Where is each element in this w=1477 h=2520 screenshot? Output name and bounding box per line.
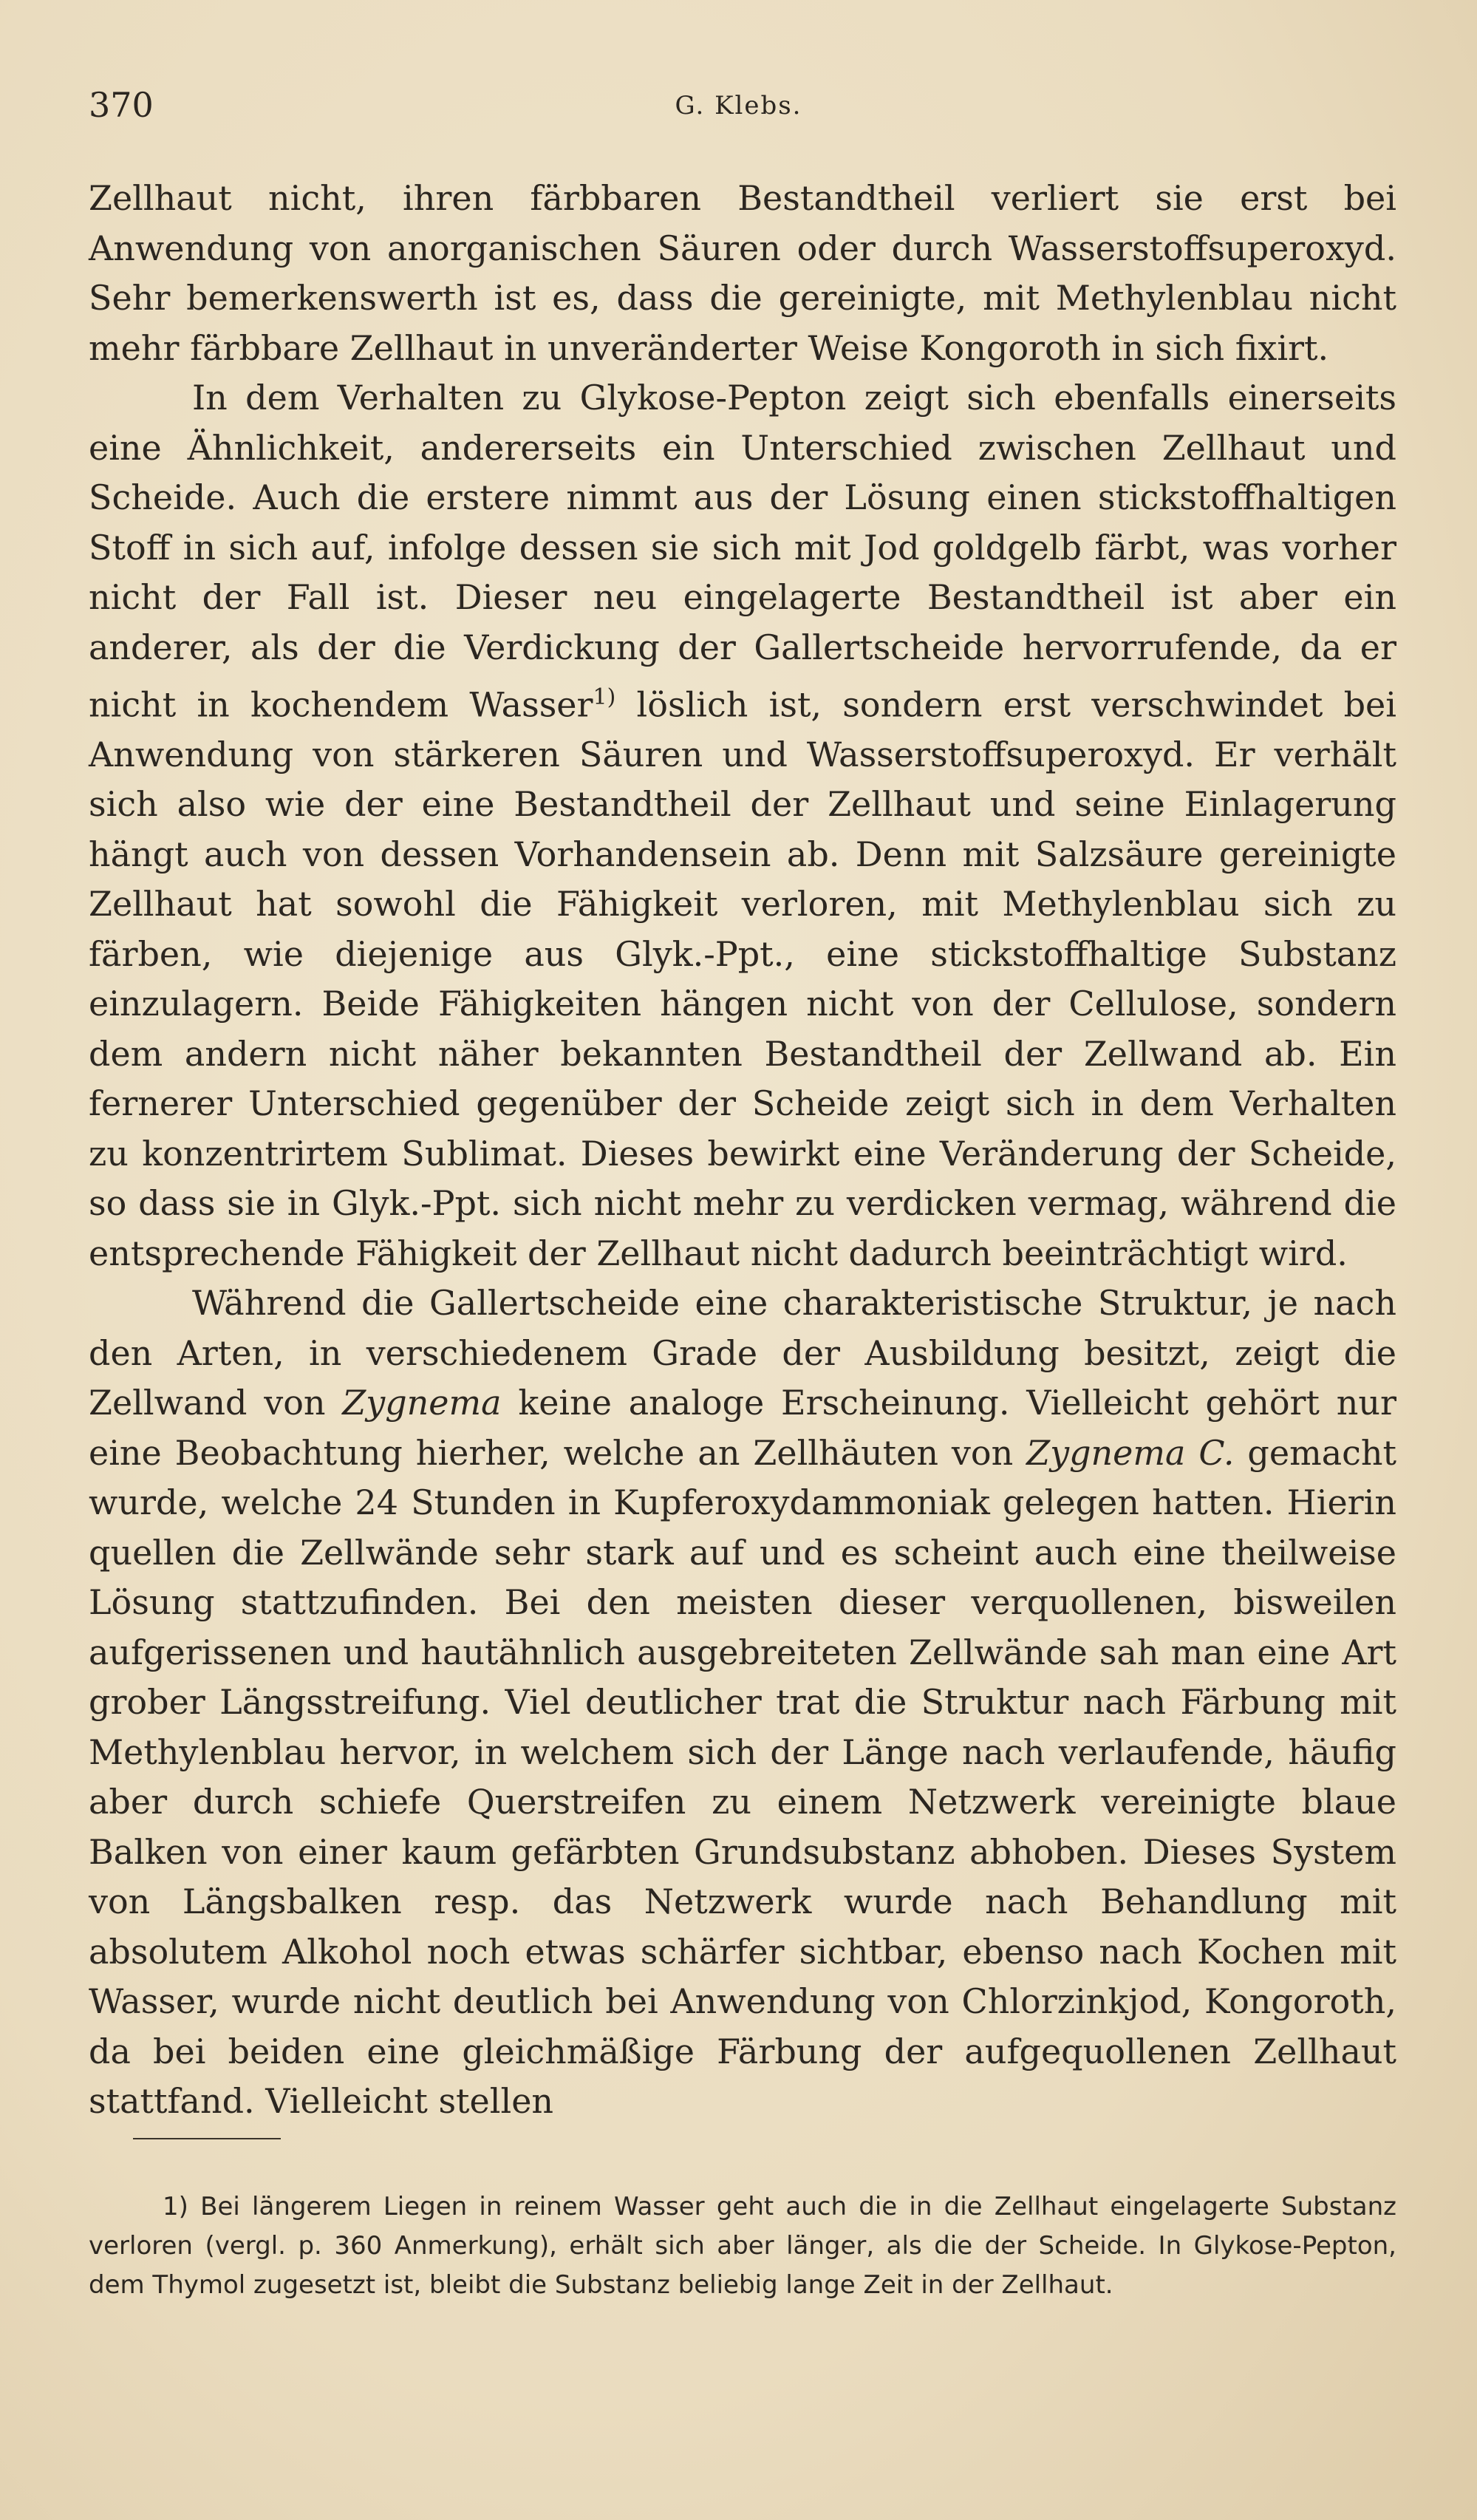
paragraph-2-text-b: löslich ist, sondern erst verschwindet bei Anwendung von stärkeren Säuren und Wasserstoffsuperoxyd. Er verhält sich also wie der eine Bestandtheil der Zellhaut und seine Einlagerung hängt auch von dessen Vorhandensein ab. Denn mit Salzsäure gereinigte Zellhaut hat sowohl die Fähigkeit verloren, mit Methylenblau sich zu färben, wie diejenige aus Glyk.-Ppt., eine stickstoffhaltige Substanz einzulagern. Beide Fähigkeiten hängen nicht von der Cellulose, sondern dem andern nicht näher bekannten Bestandtheil der Zellwand ab. Ein fernerer Unterschied gegenüber der Scheide zeigt sich in dem Verhalten zu konzentrirtem Sublimat. Dieses bewirkt eine Veränderung der Scheide, so dass sie in Glyk.-Ppt. sich nicht mehr zu verdicken vermag, während die entsprechende Fähigkeit der Zellhaut nicht dadurch beeinträchtigt wird.	[89, 684, 1396, 1273]
taxon-name-zygnema: Zygnema	[342, 1383, 502, 1423]
footnote-reference[interactable]: 1)	[593, 684, 616, 710]
footnote-divider	[133, 2138, 281, 2139]
running-head: G. Klebs.	[675, 91, 802, 120]
taxon-name-zygnema-c: Zygnema C.	[1026, 1432, 1235, 1473]
paragraph-1	[89, 174, 1396, 373]
footnote	[89, 2187, 1396, 2305]
footnote-text: Bei längerem Liegen in reinem Wasser geht auch die in die Zellhaut eingelagerte Substanz verloren (vergl. p. 360 Anmerkung), erhält sich aber länger, als die der Scheide. In Glykose-Pepton, dem Thymol zugesetzt ist, bleibt die Substanz beliebig lange Zeit in der Zellhaut.	[89, 2192, 1396, 2300]
paragraph-3-text-c: gemacht wurde, welche 24 Stunden in Kupferoxydammoniak gelegen hatten. Hierin quellen die Zellwände sehr stark auf und es scheint auch eine theilweise Lösung stattzufinden. Bei den meisten dieser verquollenen, bisweilen aufgerissenen und hautähnlich ausgebreiteten Zellwände sah man eine Art grober Längsstreifung. Viel deutlicher trat die Struktur nach Färbung mit Methylenblau hervor, in welchem sich der Länge nach verlaufende, häufig aber durch schiefe Querstreifen zu einem Netzwerk vereinigte blaue Balken von einer kaum gefärbten Grundsubstanz abhoben. Dieses System von Längsbalken resp. das Netzwerk wurde nach Behandlung mit absolutem Alkohol noch etwas schärfer sichtbar, ebenso nach Kochen mit Wasser, wurde nicht deutlich bei Anwendung von Chlorzinkjod, Kongoroth, da bei beiden eine gleichmäßige Färbung der aufgequollenen Zellhaut stattfand. Vielleicht stellen	[89, 1432, 1396, 2122]
paragraph-3-text-a: Während die Gallertscheide eine charakteristische Struktur, je nach den Arten, in verschiedenem Grade der Ausbildung besitzt, zeigt die Zellwand von	[89, 1283, 1396, 1423]
paragraph-2	[89, 373, 1396, 1278]
page-header	[89, 85, 1388, 144]
footnote-marker: 1)	[163, 2192, 188, 2221]
paragraph-1-text: Zellhaut nicht, ihren färbbaren Bestandtheil verliert sie erst bei Anwendung von anorganischen Säuren oder durch Wasserstoffsuperoxyd. Sehr bemerkenswerth ist es, dass die gereinigte, mit Methylenblau nicht mehr färbbare Zellhaut in unveränderter Weise Kongoroth in sich fixirt.	[89, 178, 1396, 368]
body-text	[89, 174, 1396, 2127]
page-number: 370	[89, 85, 154, 125]
paragraph-3	[89, 1278, 1396, 2127]
paragraph-2-text-a: In dem Verhalten zu Glykose-Pepton zeigt sich ebenfalls einerseits eine Ähnlichkeit, andererseits ein Unterschied zwischen Zellhaut und Scheide. Auch die erstere nimmt aus der Lösung einen stickstoffhaltigen Stoff in sich auf, infolge dessen sie sich mit Jod goldgelb färbt, was vorher nicht der Fall ist. Dieser neu eingelagerte Bestandtheil ist aber ein anderer, als der die Verdickung der Gallertscheide hervorrufende, da er nicht in kochendem Wasser	[89, 378, 1396, 725]
paragraph-3-text-b: keine analoge Erscheinung. Vielleicht gehört nur eine Beobachtung hierher, welche an Zellhäuten von	[89, 1383, 1396, 1473]
